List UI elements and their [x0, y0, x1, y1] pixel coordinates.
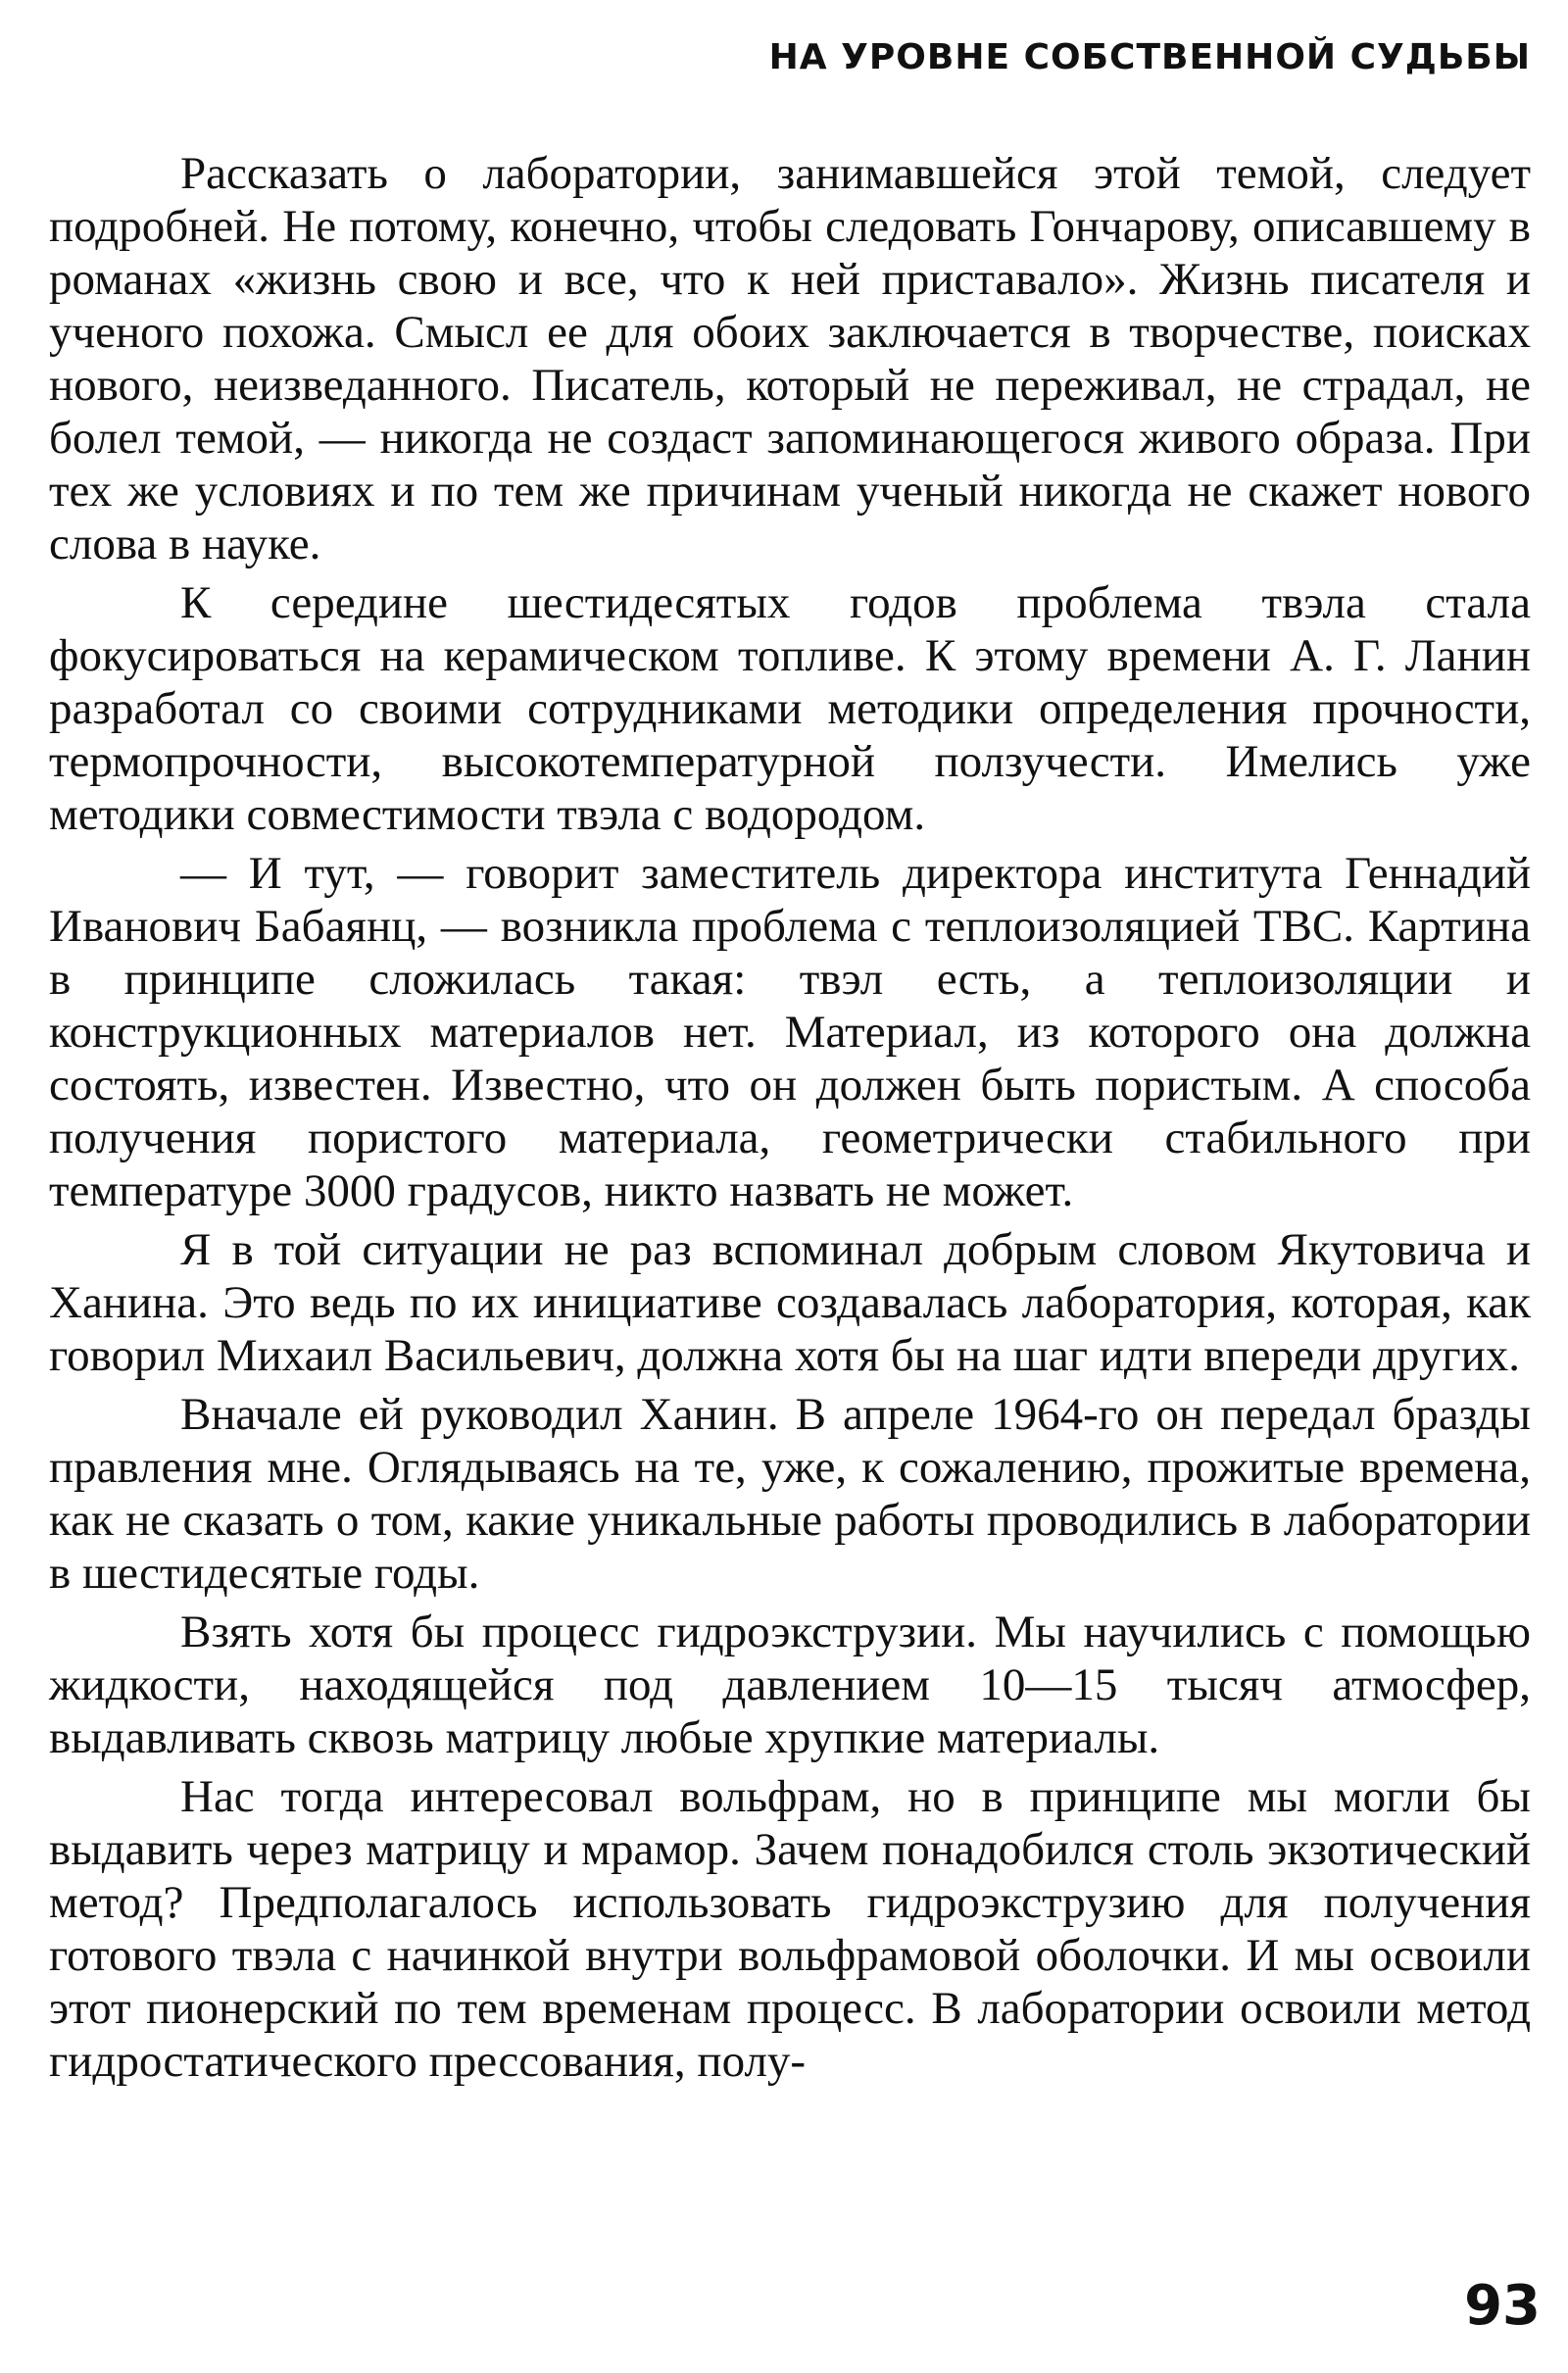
- paragraph: Взять хотя бы процесс гидроэкструзии. Мы научились с помощью жидкости, находящейся под давлением 10—15 тысяч атмосфер, выдавливать сквозь матрицу любые хрупкие материалы.: [49, 1607, 1531, 1763]
- paragraph: Рассказать о лаборатории, занимавшейся этой темой, следует подробней. Не потому, конечно, чтобы следовать Гончарову, описавшему в романах «жизнь свою и все, что к ней приставало». Жизнь писателя и ученого похожа. Смысл ее для обоих заключается в творчестве, поисках нового, неизведанного. Писатель, который не переживал, не страдал, не болел темой, — никогда не создаст запоминающегося живого образа. При тех же условиях и по тем же причинам ученый никогда не скажет нового слова в науке.: [49, 148, 1531, 569]
- paragraph: К середине шестидесятых годов проблема твэла стала фокусироваться на керамическом топливе. К этому времени А. Г. Ланин разработал со своими сотрудниками методики определения прочности, термопрочности, высокотемпературной ползучести. Имелись уже методики совместимости твэла с водородом.: [49, 577, 1531, 840]
- running-title: НА УРОВНЕ СОБСТВЕННОЙ СУДЬБЫ: [768, 37, 1531, 77]
- paragraph: Нас тогда интересовал вольфрам, но в принципе мы могли бы выдавить через матрицу и мрамор. Зачем понадобился столь экзотический метод? Предполагалось использовать гидроэкструзию для получения готового твэла с начинкой внутри вольфрамовой оболочки. И мы освоили этот пионерский по тем временам процесс. В лаборатории освоили метод гидростатического прессования, полу-: [49, 1771, 1531, 2087]
- paragraph: — И тут, — говорит заместитель директора института Геннадий Иванович Бабаянц, — возникла проблема с теплоизоляцией ТВС. Картина в принципе сложилась такая: твэл есть, а теплоизоляции и конструкционных материалов нет. Материал, из которого она должна состоять, известен. Известно, что он должен быть пористым. А способа получения пористого материала, геометрически стабильного при температуре 3000 градусов, никто назвать не может.: [49, 848, 1531, 1216]
- paragraph: Я в той ситуации не раз вспоминал добрым словом Якутовича и Ханина. Это ведь по их инициативе создавалась лаборатория, которая, как говорил Михаил Васильевич, должна хотя бы на шаг идти впереди других.: [49, 1224, 1531, 1381]
- body-text: [49, 147, 1531, 2094]
- paragraph: Вначале ей руководил Ханин. В апреле 1964-го он передал бразды правления мне. Оглядываясь на те, уже, к сожалению, прожитые времена, как не сказать о том, какие уникальные работы проводились в лаборатории в шестидесятые годы.: [49, 1389, 1531, 1599]
- page-number: 93: [1464, 2274, 1541, 2338]
